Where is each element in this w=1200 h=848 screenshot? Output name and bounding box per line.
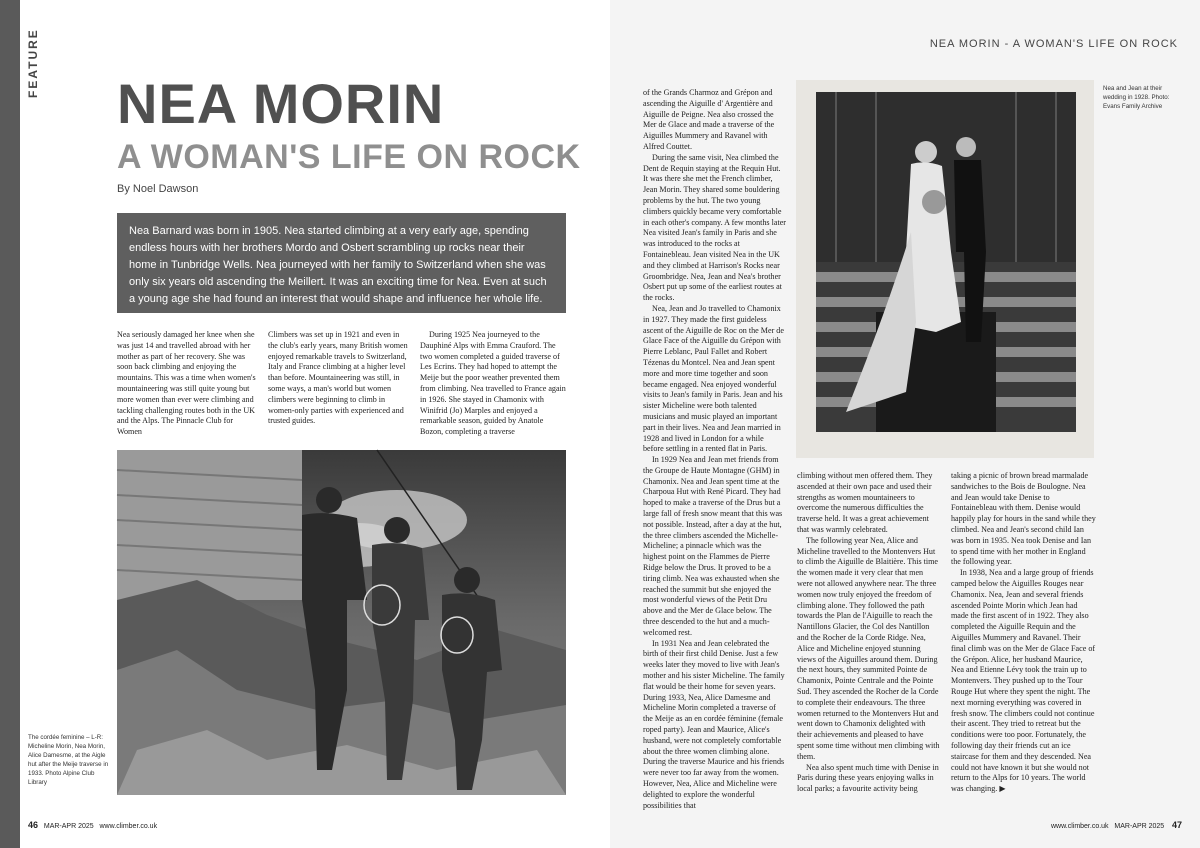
text-column-4: [643, 88, 786, 810]
body-paragraph: climbing without men offered them. They ascended at their own pace and used their strengths as women mountaineers to overcome the numerous difficulties the traverse held. It was a great achievement that was warmly celebrated.: [797, 471, 933, 534]
page-number: 47: [1171, 820, 1182, 830]
body-paragraph: Climbers was set up in 1921 and even in the club's early years, many British women enjoyed remarkable travels to Switzerland, Italy and France climbing at a higher level than before. Mountaineering was still, in some ways, a man's world but women climbers were beginning to climb in women-only parties with experienced and trusted guides.: [268, 330, 408, 426]
text-column-1: [117, 330, 257, 445]
body-paragraph: During 1925 Nea journeyed to the Dauphiné Alps with Emma Crauford. The two women completed a guided traverse of Les Ecrins. They had hoped to attempt the Meije but the poor weather prevented them from climbing. Nea travelled to France again in 1926. She stayed in Chamonix with Winifrid (Jo) Marples and enjoyed a remarkable season, guided by Anatole Bozon, completing a traverse: [420, 330, 566, 437]
folio-right: [1051, 820, 1182, 830]
page-number: 46: [28, 820, 39, 830]
body-paragraph: The following year Nea, Alice and Micheline travelled to the Montenvers Hut to climb the Aiguille de Blaitière. This time the women made it very clear that men were not allowed anywhere near. The three women now truly enjoyed the freedom of climbing alone. They followed the path towards the Plan de l'Aiguille to reach the Nantillons Glacier, the Col des Nantillon and the Rocher de la Corde Ridge. Nea, Alice and Micheline enjoyed stunning views of the Aiguilles around them. During the next hours, they summited Pointe de Chamonix, Pointe Centrale and the Pointe Sud. They ascended the Rocher de la Corde to complete their endeavours. The three women returned to the Montenvers Hut and went down to Chamonix delighted with their achievements and pleased to have spent some time without men climbing with them.: [797, 535, 940, 761]
issue-date: MAR-APR 2025: [43, 823, 94, 830]
intro-standfirst: Nea Barnard was born in 1905. Nea started climbing at a very early age, spending endless hours with her brothers Mordo and Osbert scrambling up rocks near their home in Tunbridge Wells. Nea journeyed with her family to Switzerland when she was only six years old ascending the Meillert. It was an exciting time for Nea. Even at such a young age she had found an interest that would shape and influence her whole life.: [117, 213, 566, 313]
body-paragraph: In 1929 Nea and Jean met friends from the Groupe de Haute Montagne (GHM) in Chamonix. Nea and Jean spent time at the Charpoua Hut with René Picard. They had hoped to make a traverse of the Drus but a large fall of fresh snow meant that this was not possible. Instead, after a day at the hut, the three climbers ascended the Michelle-Micheline; a pinnacle which was the highest point on the Flammes de Pierre Ridge below the Drus. It proved to be a tiring climb. Nea was exhausted when she reached the summit but she enjoyed the most wonderful views of the Petit Dru above and the Mer de Glace below. The three descended to the hut and a much-welcomed rest.: [643, 455, 783, 637]
climbers-photo: [117, 450, 566, 795]
body-paragraph: In 1938, Nea and a large group of friends camped below the Aiguilles Rouges near Chamonix. Nea, Jean and several friends ascended Pointe Morin which Jean had made the first ascent of in 1922. They also completed the Aiguille Requin and the Aiguilles Mummery and Ravanel. Their final climb was on the Mer de Glace Face of the Grépon. Alice, her husband Maurice, Nea and Etienne Lévy took the train up to Montenvers. They pushed up to the Tour Rouge Hut where they spent the night. The next morning everything was covered in fresh snow. The climbers could not continue their ascent. They tried to retreat but the conditions were too poor. Fortunately, the following day their friends cut an ice staircase for them and they descended. Nea could not have known it but she would not return to the Alps for 10 years. The world was changing. ▶: [951, 568, 1096, 794]
right-photo-caption: Nea and Jean at their wedding in 1928. Photo: Evans Family Archive: [1103, 85, 1170, 110]
body-paragraph: During the same visit, Nea climbed the Dent de Requin staying at the Requin Hut. It was there she met the French climber, Jean Morin. They shared some bouldering problems by the hut. The two young climbers quickly became very comfortable in each other's company. A few months later Nea visited Jean's family in Paris and she was introduced to the rocks at Fontainebleau. Jean visited Nea in the UK and they climbed at Harrison's Rocks near Groombridge. Nea, Jean and Nea's brother Osbert put up some of the earliest routes at the rocks.: [643, 152, 786, 303]
body-paragraph: taking a picnic of brown bread marmalade sandwiches to the Bois de Boulogne. Nea and Jean would take Denise to Fontainebleau with them. Denise would happily play for hours in the sand while they climbed. Nea and Jean's second child Ian was born in 1935. Nea took Denise and Ian to spend time with her mother in England the following year.: [951, 471, 1096, 567]
website-url: www.climber.co.uk: [99, 823, 158, 830]
byline: By Noel Dawson: [117, 183, 199, 195]
wedding-photo: [816, 92, 1076, 432]
body-paragraph: In 1931 Nea and Jean celebrated the birth of their first child Denise. Just a few weeks later they moved to live with Jean's mother and his sister Micheline. The family flat would be their home for seven years. During 1933, Nea, Alice Damesme and Micheline Morin completed a traverse of the Meije as an en cordée féminine (female roped party). Jean and Maurice, Alice's husband, were not completely comfortable about the three women climbing alone. During the traverse Maurice and his friends were never too far away from the women. However, Nea, Alice and Micheline were delighted to explore the wonderful possibilities that: [643, 638, 785, 810]
folio-left: [28, 820, 157, 830]
left-photo-caption: The cordée feminine – L-R: Micheline Morin, Nea Morin, Alice Damesme, at the Aigle hut after the Meije traverse in 1933. Photo Alpine Club Library: [28, 734, 109, 786]
body-paragraph: Nea seriously damaged her knee when she was just 14 and travelled abroad with her mother as part of her recovery. She was soon back climbing and enjoying the mountains. This was a time when women's mountaineering was still quite young but more women than ever were climbing and tackling challenging routes both in the UK and the Alps. The Pinnacle Club for Women: [117, 330, 256, 437]
text-column-6: [951, 471, 1096, 798]
section-label: FEATURE: [26, 28, 40, 98]
article-title: NEA MORIN: [117, 72, 445, 135]
body-paragraph: of the Grands Charmoz and Grépon and ascending the Aiguille d' Argentière and Aiguille de Peigne. Nea also crossed the Mer de Glace and made a traverse of the Aiguilles Mummery and Ravanel with Alfred Couttet.: [643, 88, 775, 151]
left-accent-bar: [0, 0, 20, 848]
text-column-3: [420, 330, 566, 445]
issue-date: MAR-APR 2025: [1114, 823, 1165, 830]
body-paragraph: Nea, Jean and Jo travelled to Chamonix in 1927. They made the first guideless ascent of the Aiguille de Roc on the Mer de Glace Face of the Aiguille du Grépon with Pierre Leblanc, Paul Fallet and Robert Tézenas du Montcel. Nea and Jean spent more and more time together and soon became engaged. Nea enjoyed wonderful visits to Jean's family in Paris. Jean and his sister Micheline were both talented musicians and music played an important part in their lives. Nea and Jean married in 1928 and lived in London for a while before settling in a rented flat in Paris.: [643, 303, 784, 454]
article-subtitle: A WOMAN'S LIFE ON ROCK: [117, 138, 581, 176]
body-paragraph: Nea also spent much time with Denise in Paris during these years enjoying walks in local parks; a favourite activity being: [797, 762, 939, 794]
website-url: www.climber.co.uk: [1050, 823, 1109, 830]
text-column-2: [268, 330, 408, 445]
running-head: NEA MORIN - A WOMAN'S LIFE ON ROCK: [929, 38, 1178, 50]
text-column-5: [797, 471, 940, 798]
